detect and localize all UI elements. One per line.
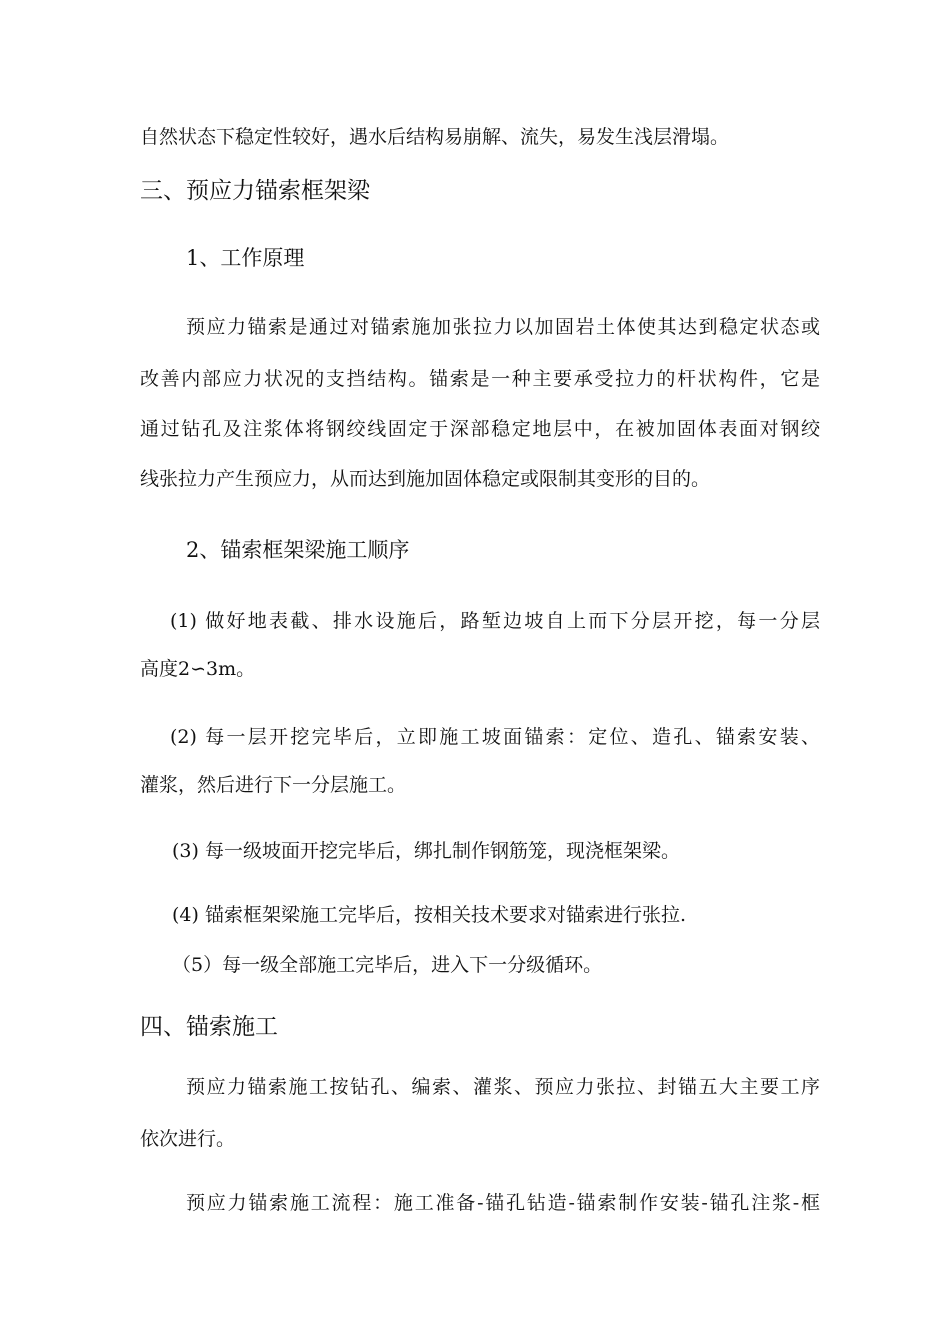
paragraph-line: 通过钻孔及注浆体将钢绞线固定于深部稳定地层中，在被加固体表面对钢绞 (140, 418, 820, 440)
section-heading: 四、锚索施工 (140, 1014, 278, 1040)
paragraph-line: 预应力锚索施工流程：施工准备-锚孔钻造-锚索制作安装-锚孔注浆-框 (186, 1192, 820, 1214)
paragraph-line: 线张拉力产生预应力，从而达到施加固体稳定或限制其变形的目的。 (140, 468, 711, 490)
section-heading: 三、预应力锚索框架梁 (140, 178, 370, 204)
list-item-line: (3) 每一级坡面开挖完毕后，绑扎制作钢筋笼，现浇框架梁。 (172, 840, 680, 862)
list-item-line: (1) 做好地表截、排水设施后，路堑边坡自上而下分层开挖，每一分层 (170, 610, 820, 632)
subsection-heading: 1、工作原理 (186, 246, 305, 270)
subsection-heading: 2、锚索框架梁施工顺序 (186, 538, 410, 562)
paragraph-line: 依次进行。 (140, 1128, 236, 1150)
list-item-line: 灌浆，然后进行下一分层施工。 (140, 774, 407, 796)
list-item-line: 高度2∽3m。 (140, 658, 256, 680)
paragraph-line: 预应力锚索施工按钻孔、编索、灌浆、预应力张拉、封锚五大主要工序 (186, 1076, 820, 1098)
list-item-line: (2) 每一层开挖完毕后，立即施工坡面锚索：定位、造孔、锚索安装、 (170, 726, 820, 748)
list-item-line: (4) 锚索框架梁施工完毕后，按相关技术要求对锚索进行张拉. (172, 904, 686, 926)
paragraph-line: 改善内部应力状况的支挡结构。锚索是一种主要承受拉力的杆状构件，它是 (140, 368, 820, 390)
list-item-line: （5）每一级全部施工完毕后，进入下一分级循环。 (172, 954, 603, 976)
paragraph-line: 预应力锚索是通过对锚索施加张拉力以加固岩土体使其达到稳定状态或 (186, 316, 820, 338)
paragraph-line: 自然状态下稳定性较好，遇水后结构易崩解、流失，易发生浅层滑塌。 (140, 126, 730, 148)
